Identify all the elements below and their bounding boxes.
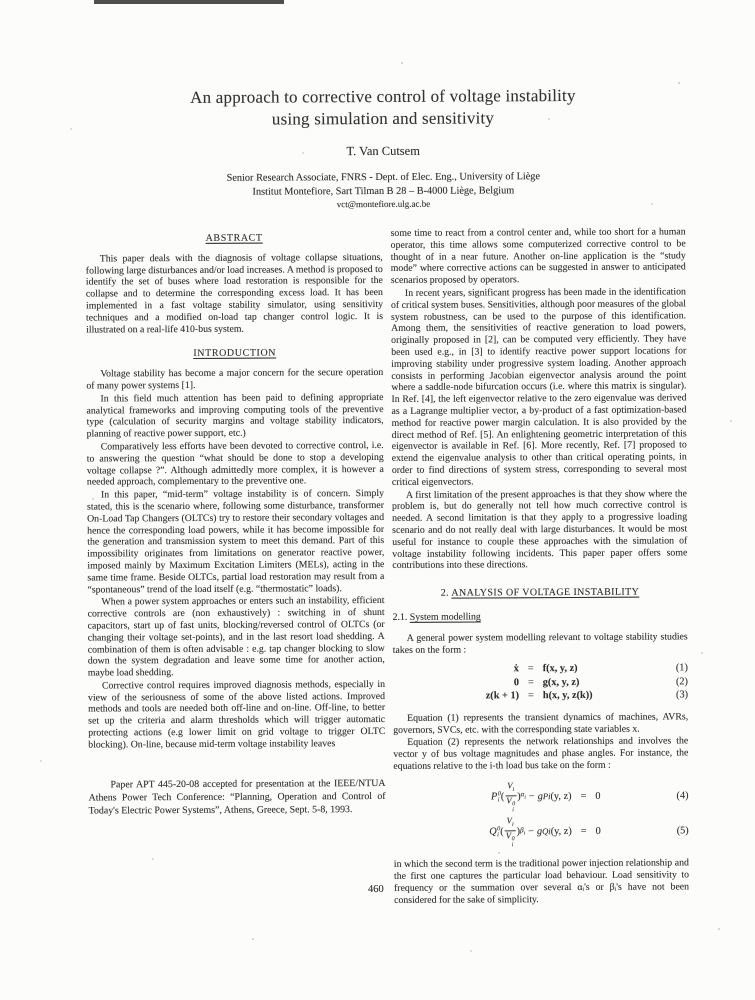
- equation-2-rhs: g(x, y, z): [542, 676, 580, 688]
- equation-3-relation: =: [527, 690, 534, 702]
- fraction: $V_i$ V 0 i: [505, 815, 515, 849]
- equation-3-lhs: z(k + 1): [485, 690, 520, 702]
- equation-4-body: P 0 i ( $V_i$ V 0 i ) $\alpha_i$ − g Pi (y, z): [490, 780, 572, 814]
- equation-3-number: (3): [675, 689, 689, 701]
- right-column: [391, 226, 690, 907]
- equation-4-relation: =: [580, 791, 587, 803]
- equation-block-4-5: [393, 780, 688, 849]
- introduction-heading-text: INTRODUCTION: [193, 347, 277, 360]
- equation-1-relation: =: [527, 663, 534, 675]
- author-email: vct@montefiore.ulg.ac.be: [336, 198, 431, 210]
- title-line-2: using simulation and sensitivity: [271, 108, 495, 129]
- page-number: 460: [368, 883, 384, 896]
- title-block: [58, 84, 709, 210]
- equation-3: [393, 689, 688, 704]
- equation-5-relation: =: [580, 826, 587, 838]
- equation-3-rhs: h(x, y, z(k)): [542, 690, 593, 702]
- intro-paragraph-5: When a power system approaches or enters such an instability, efficient corrective controls are (non exhaustively) : switching in of shunt capacitors, start up of fast units, blocking/reversed control of OLTCs (or changing their voltage set-points), and in the last resort load shedding. A combination of them is often advisable : e.g. tap changer blocking to slow down the system degradation and leave some time for another action, maybe load shedding.: [87, 595, 385, 679]
- section-2-heading: [392, 586, 687, 599]
- section-2-1-heading-text: System modelling: [409, 611, 481, 623]
- equation-1-number: (1): [675, 662, 688, 674]
- equation-5-rhs: 0: [595, 826, 601, 838]
- title-line-1: An approach to corrective control of voltage instability: [190, 85, 576, 107]
- equation-1-lhs: ẋ: [513, 663, 519, 675]
- intro-paragraph-6: Corrective control requires improved diagnosis methods, especially in view of the seriousness of some of the above listed actions. Improved methods and tools are needed both off-line and on-line. Off-line, to better set up the criteria and alarm thresholds which will trigger automatic protecting actions (e.g lower limit on grid voltage to trigger OLTC blocking). On-line, because mid-term voltage instability leaves: [88, 678, 386, 751]
- paper-title: [58, 84, 708, 131]
- equation-block-1-3: [393, 662, 688, 704]
- equation-5-body: Q 0 i ( $V_i$ V 0 i ) $\beta_i$ − g Qi (y, z): [489, 815, 572, 849]
- body-paragraph-3: A first limitation of the present approaches is that they show where the problem is, but do generally not tell how much corrective control is needed. A second limitation is that they apply to a progressive loading scenario and do not really deal with large disturbances. It would be most useful for instance to couple these approaches with the simulation of voltage instability following incidents. This paper paper offers some contributions into these directions.: [392, 487, 688, 572]
- equation-4-5-explanation: in which the second term is the traditional power injection relationship and the first one captures the particular load behaviour. Load sensitivity to frequency or the summation over several αᵢ's or βᵢ's have not been considered for the sake of simplicity.: [393, 857, 690, 906]
- section-2-1-heading: [393, 610, 688, 623]
- equation-2-relation: =: [527, 676, 534, 689]
- equation-5: [394, 815, 689, 849]
- equation-4-rhs: 0: [595, 790, 601, 803]
- abstract-heading: [86, 232, 383, 245]
- equation-2-lhs: 0: [513, 677, 519, 689]
- equation-1-rhs: f(x, y, z): [542, 663, 578, 675]
- equation-2-explanation: Equation (2) represents the network relationships and involves the vector y of bus voltage magnitudes and phase angles. For instance, the equations relative to the i-th load bus take on the form :: [393, 735, 689, 772]
- abstract-heading-text: ABSTRACT: [205, 232, 263, 244]
- fraction: $V_i$ V 0 i: [506, 780, 516, 814]
- equation-1-explanation: Equation (1) represents the transient dynamics of machines, AVRs, governors, SVCs, etc. with the corresponding state variables x.: [393, 711, 689, 736]
- body-paragraph-1: some time to react from a control center and, while too short for a human operator, this time allows some computerized corrective control to be thought of in a near future. Another on-line application is the “study mode” where corrective actions can be suggested in answer to anticipated scenarios proposed by operators.: [390, 226, 686, 287]
- affiliation-line-2: Institut Montefiore, Sart Tilman B 28 – B-4000 Liège, Belgium: [252, 185, 515, 198]
- section-2-number: 2.: [440, 587, 450, 599]
- abstract-text: This paper deals with the diagnosis of voltage collapse situations, following large disturbances and/or load increases. A method is proposed to identify the set of buses where load restoration is responsible for the collapse and to determine the corresponding excess load. It has been implemented in a fast voltage stability simulator, using sensitivity techniques and a modified on-load tap changer control logic. It is illustrated on a real-life 410-bus system.: [85, 251, 384, 336]
- equation-2-number: (2): [675, 676, 688, 688]
- modelling-intro-text: A general power system modelling relevant to voltage stability studies takes on the form :: [392, 631, 688, 656]
- equation-4-number: (4): [676, 790, 689, 802]
- section-2-1-number: 2.1.: [392, 611, 408, 623]
- introduction-heading: [86, 347, 383, 360]
- affiliation-line-1: Senior Research Associate, FNRS - Dept. of Elec. Eng., University of Liège: [226, 171, 541, 184]
- section-2-heading-text: ANALYSIS OF VOLTAGE INSTABILITY: [451, 586, 640, 599]
- body-paragraph-2: In recent years, significant progress has been made in the identification of critical system buses. Sensitivities, although poor measures of the global system robustness, can be used to the purpose of this identification. Among them, the sensitivities of reactive generation to load powers, originally proposed in [2], can be computed very efficiently. They have been used e.g., in [3] to identify reactive power support locations for improving stability under progressive system loading. Another approach consists in performing Jacobian eigenvector analysis around the point where a saddle-node bifurcation occurs (i.e. where this matrix is singular). In Ref. [4], the left eigenvector relative to the zero eigenvalue was derived as a Lagrange multiplier vector, a by-product of a fast optimization-based method for reactive power margin calculation. It is also provided by the direct method of Ref. [5]. An enlightening geometric interpretation of this eigenvector is available in Ref. [6]. More recently, Ref. [7] proposed to extend the eigenvalue analysis to other than critical operating points, in order to find directions of system stress, corresponding to several most critical eigenvectors.: [390, 286, 687, 488]
- left-column: [86, 228, 386, 817]
- footnote: Paper APT 445-20-08 accepted for presentation at the IEEE/NTUA Athens Power Tech Conference: “Planning, Operation and Control of Today's Electric Power Systems”, Athens, Greece, Sept. 5-8, 1993.: [88, 777, 386, 817]
- intro-paragraph-3: Comparatively less efforts have been devoted to corrective control, i.e. to answering the question “what should be done to stop a developing voltage collapse ?”. Although admittedly more complex, it is however a needed approach, complementary to the preventive one.: [86, 439, 384, 488]
- equation-5-number: (5): [676, 825, 689, 837]
- intro-paragraph-2: In this field much attention has been paid to defining appropriate analytical frameworks and improving computing tools of the preventive type (calculation of security margins and voltage stability indicators, planning of reactive power support, etc.): [86, 391, 384, 440]
- author-name: T. Van Cutsem: [346, 143, 420, 159]
- intro-paragraph-4: In this paper, “mid-term” voltage instability is of concern. Simply stated, this is the scenario where, following some disturbance, transformer On-Load Tap Changers (OLTCs) try to restore their secondary voltages and hence the corresponding load powers, while it has become impossible for the generation and transmission system to meet this demand. Part of this impossibility originates from limitations on generator reactive power, imposed mainly by Maximum Excitation Limiters (MELs), acting in the same time frame. Beside OLTCs, partial load restoration may result from a “spontaneous” trend of the load itself (e.g. “thermostatic” loads).: [87, 488, 385, 596]
- intro-paragraph-1: Voltage stability has become a major concern for the secure operation of many power systems [1].: [86, 367, 384, 392]
- equation-4: [393, 780, 688, 814]
